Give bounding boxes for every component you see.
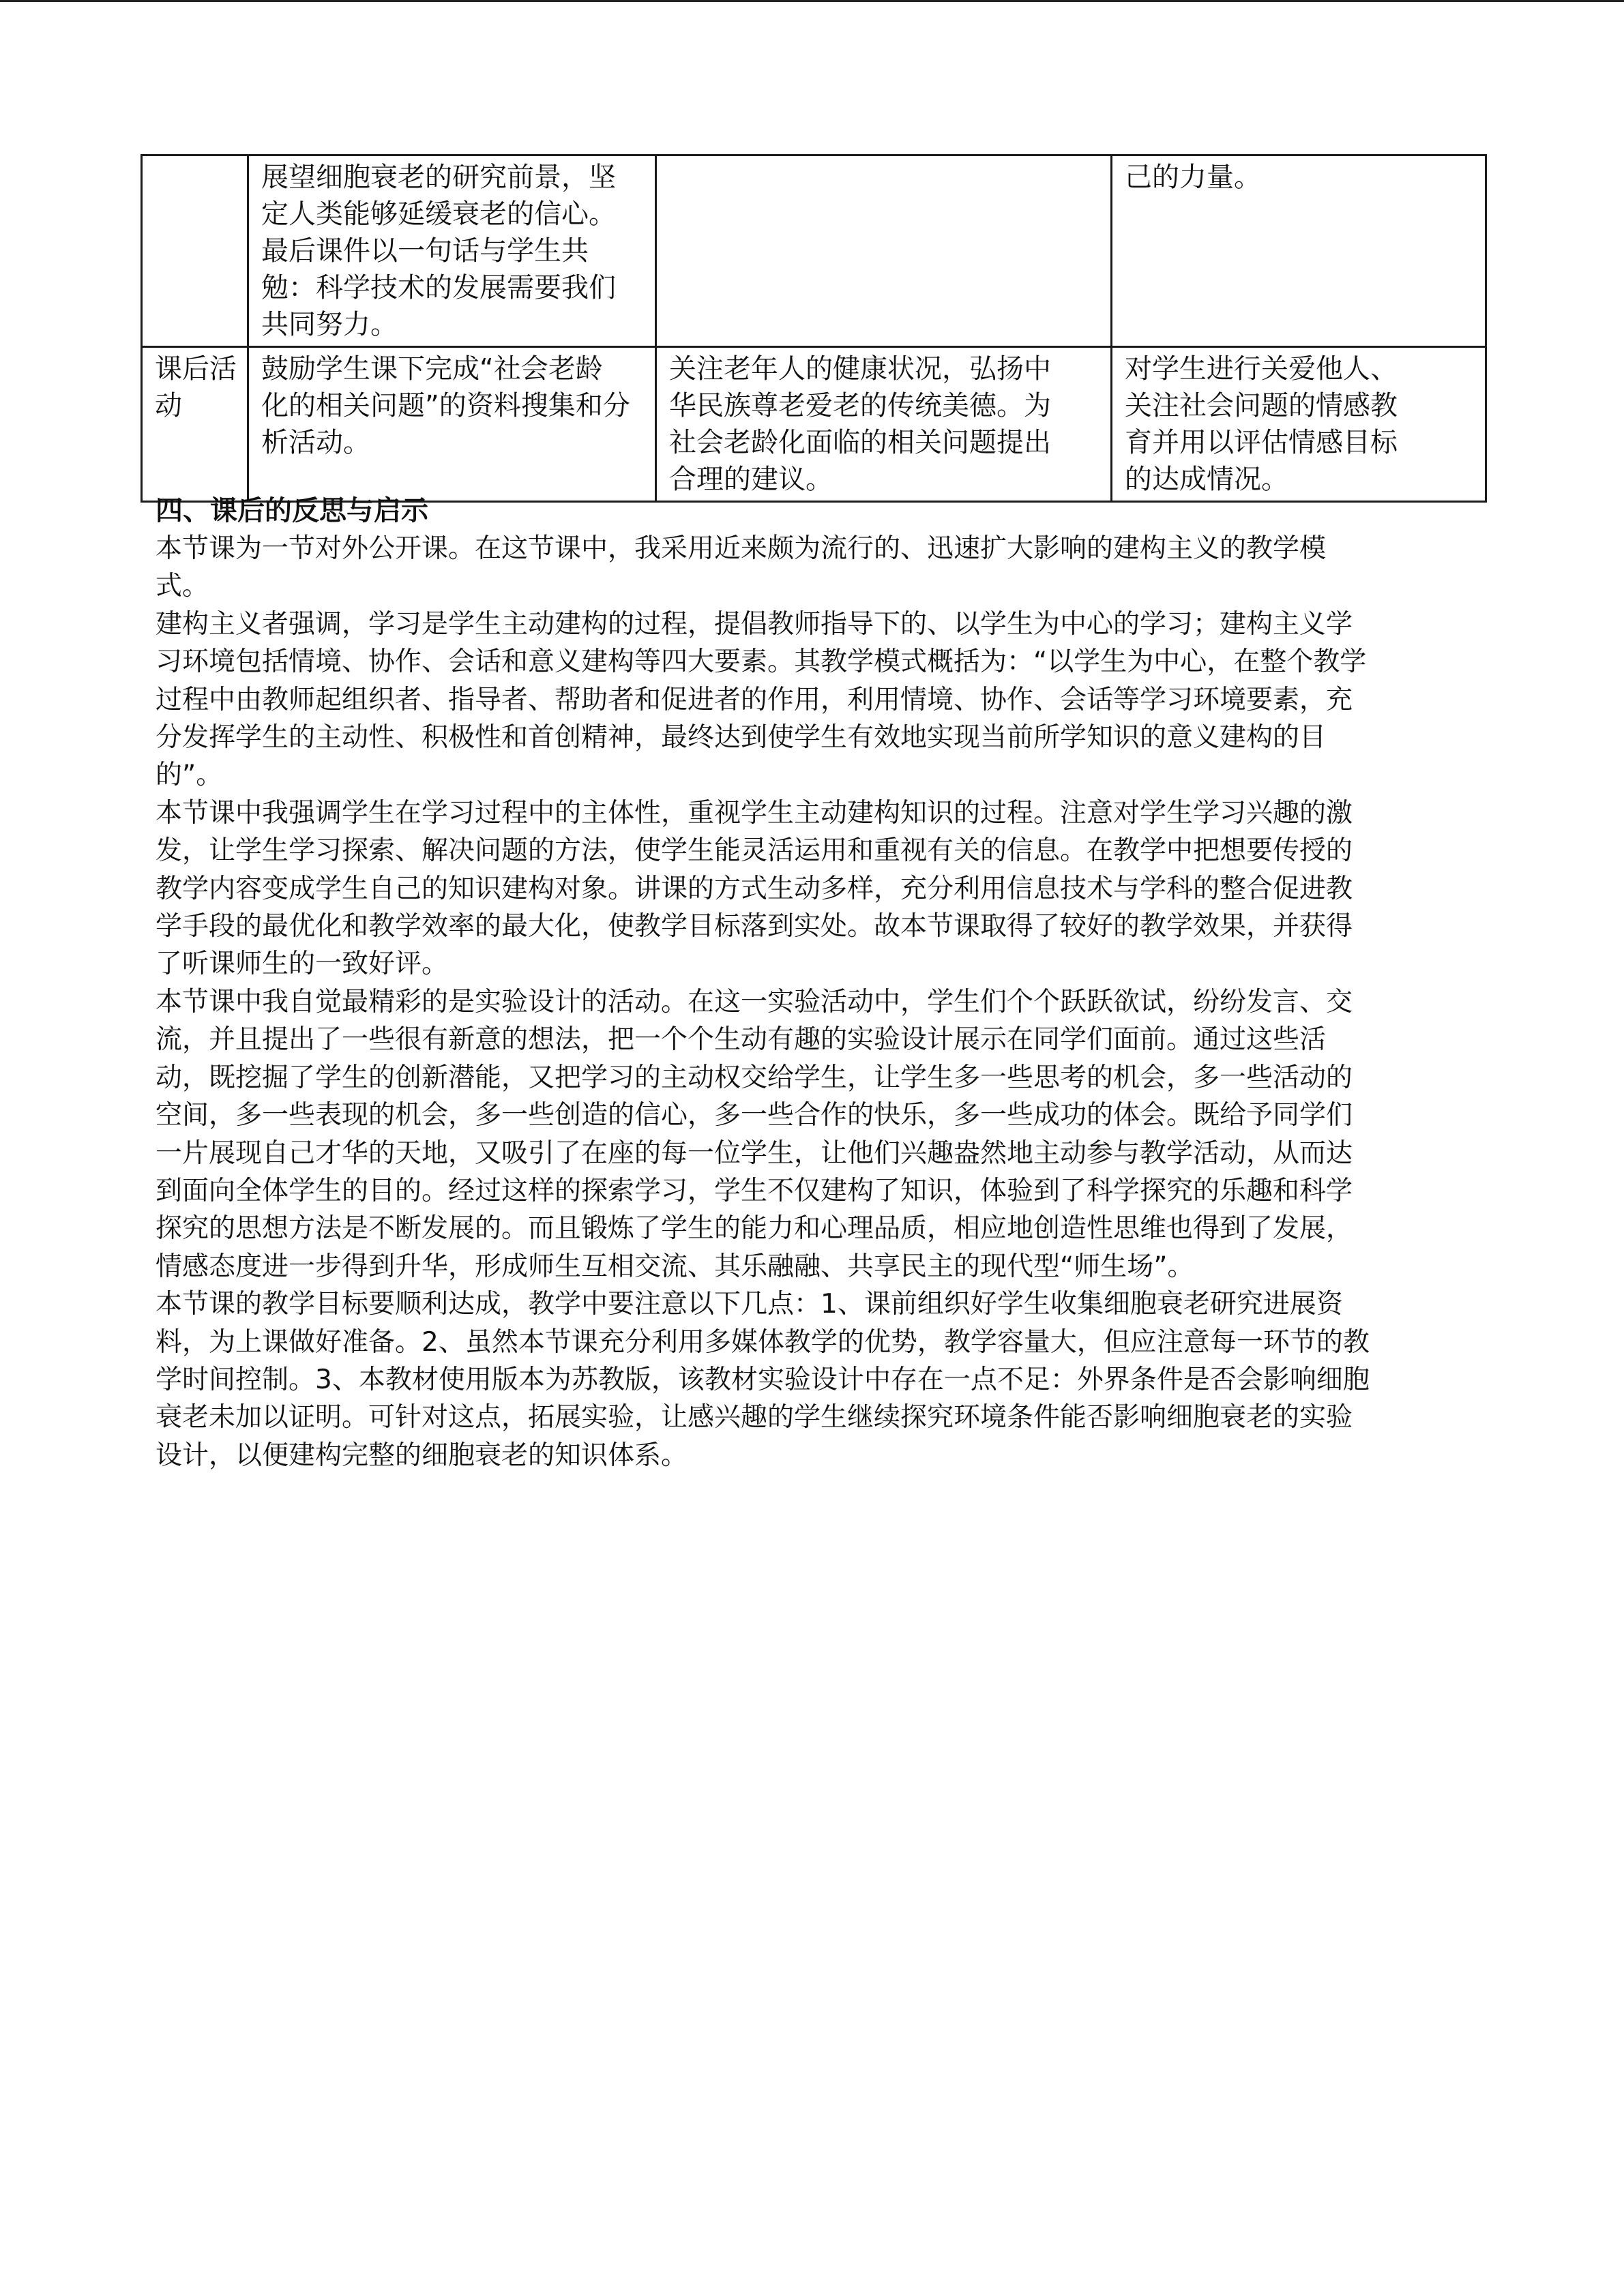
paragraph-line: 本节课中我强调学生在学习过程中的主体性，重视学生主动建构知识的过程。注意对学生学习兴趣的激 bbox=[156, 797, 1353, 829]
cell-text-line: 化的相关问题”的资料搜集和分 bbox=[261, 390, 630, 421]
cell-text-line: 对学生进行关爱他人、 bbox=[1125, 353, 1398, 385]
cell-text-line: 最后课件以一句话与学生共 bbox=[261, 235, 589, 267]
cell-text-line: 关注社会问题的情感教 bbox=[1125, 390, 1398, 421]
stage-cell bbox=[142, 347, 248, 502]
page-top-border bbox=[0, 0, 1624, 2]
teacher-activity-cell bbox=[248, 347, 656, 502]
cell-text-line: 课后活 bbox=[155, 353, 237, 385]
stage-cell bbox=[142, 155, 248, 347]
cell-text-line: 己的力量。 bbox=[1125, 162, 1261, 193]
paragraph-line: 习环境包括情境、协作、会话和意义建构等四大要素。其教学模式概括为：“以学生为中心，在整个教学 bbox=[156, 646, 1367, 678]
cell-text-line: 定人类能够延缓衰老的信心。 bbox=[261, 198, 616, 230]
section-heading: 四、课后的反思与启示 bbox=[156, 495, 428, 526]
reflection-section bbox=[156, 492, 1472, 1474]
paragraph-line: 了听课师生的一致好评。 bbox=[156, 949, 449, 980]
paragraph-line: 料，为上课做好准备。2、虽然本节课充分利用多媒体教学的优势，教学容量大，但应注意每一环节的教 bbox=[156, 1326, 1370, 1358]
paragraph-line: 学时间控制。3、本教材使用版本为苏教版，该教材实验设计中存在一点不足：外界条件是否会影响细胞 bbox=[156, 1364, 1370, 1395]
cell-text-line: 的达成情况。 bbox=[1125, 464, 1288, 495]
paragraph-line: 分发挥学生的主动性、积极性和首创精神，最终达到使学生有效地实现当前所学知识的意义建构的目 bbox=[156, 722, 1327, 754]
cell-text-line: 育并用以评估情感目标 bbox=[1125, 427, 1398, 458]
paragraph-line: 情感态度进一步得到升华，形成师生互相交流、其乐融融、共享民主的现代型“师生场”。 bbox=[156, 1251, 1194, 1282]
paragraph-line: 探究的思想方法是不断发展的。而且锻炼了学生的能力和心理品质，相应地创造性思维也得到了发展， bbox=[156, 1213, 1353, 1244]
student-activity-cell bbox=[656, 155, 1112, 347]
lesson-plan-table bbox=[141, 154, 1487, 503]
cell-text-line: 社会老龄化面临的相关问题提出 bbox=[669, 427, 1051, 458]
paragraph-line: 动，既挖掘了学生的创新潜能，又把学习的主动权交给学生，让学生多一些思考的机会，多一些活动的 bbox=[156, 1062, 1353, 1093]
cell-text-line: 析活动。 bbox=[261, 427, 370, 458]
reflection-body bbox=[156, 530, 1472, 1474]
paragraph-line: 学手段的最优化和教学效率的最大化，使教学目标落到实处。故本节课取得了较好的教学效果，并获得 bbox=[156, 911, 1353, 942]
paragraph-line: 一片展现自己才华的天地，又吸引了在座的每一位学生，让他们兴趣盎然地主动参与教学活动，从而达 bbox=[156, 1137, 1353, 1169]
paragraph-line: 过程中由教师起组织者、指导者、帮助者和促进者的作用，利用情境、协作、会话等学习环境要素，充 bbox=[156, 684, 1353, 715]
cell-text-line: 华民族尊老爱老的传统美德。为 bbox=[669, 390, 1051, 421]
paragraph-line: 本节课中我自觉最精彩的是实验设计的活动。在这一实验活动中，学生们个个跃跃欲试，纷纷发言、交 bbox=[156, 986, 1353, 1017]
paragraph-line: 设计，以便建构完整的细胞衰老的知识体系。 bbox=[156, 1440, 688, 1471]
design-intent-cell bbox=[1112, 347, 1486, 502]
paragraph-line: 本节课为一节对外公开课。在这节课中，我采用近来颇为流行的、迅速扩大影响的建构主义的教学模 bbox=[156, 533, 1327, 564]
teacher-activity-cell bbox=[248, 155, 656, 347]
cell-text-line: 鼓励学生课下完成“社会老龄 bbox=[261, 353, 603, 385]
paragraph-line: 到面向全体学生的目的。经过这样的探索学习，学生不仅建构了知识，体验到了科学探究的乐趣和科学 bbox=[156, 1175, 1353, 1206]
table-row bbox=[142, 347, 1486, 502]
design-intent-cell bbox=[1112, 155, 1486, 347]
paragraph-line: 空间，多一些表现的机会，多一些创造的信心，多一些合作的快乐，多一些成功的体会。既给予同学们 bbox=[156, 1100, 1353, 1131]
paragraph-line: 流，并且提出了一些很有新意的想法，把一个个生动有趣的实验设计展示在同学们面前。通过这些活 bbox=[156, 1024, 1327, 1056]
paragraph-line: 式。 bbox=[156, 571, 209, 602]
cell-text-line: 合理的建议。 bbox=[669, 464, 833, 495]
paragraph-line: 本节课的教学目标要顺利达成，教学中要注意以下几点：1、课前组织好学生收集细胞衰老研究进展资 bbox=[156, 1289, 1343, 1320]
paragraph-line: 建构主义者强调，学习是学生主动建构的过程，提倡教师指导下的、以学生为中心的学习；建构主义学 bbox=[156, 608, 1353, 640]
paragraph-line: 的”。 bbox=[156, 760, 223, 791]
paragraph-line: 发，让学生学习探索、解决问题的方法，使学生能灵活运用和重视有关的信息。在教学中把想要传授的 bbox=[156, 835, 1353, 867]
cell-text-line: 勉：科学技术的发展需要我们 bbox=[261, 272, 616, 303]
student-activity-cell bbox=[656, 347, 1112, 502]
table-row bbox=[142, 155, 1486, 347]
paragraph-line: 衰老未加以证明。可针对这点，拓展实验，让感兴趣的学生继续探究环境条件能否影响细胞衰老的实验 bbox=[156, 1402, 1353, 1433]
paragraph-line: 教学内容变成学生自己的知识建构对象。讲课的方式生动多样，充分利用信息技术与学科的整合促进教 bbox=[156, 873, 1353, 904]
cell-text-line: 关注老年人的健康状况，弘扬中 bbox=[669, 353, 1051, 385]
cell-text-line: 展望细胞衰老的研究前景，坚 bbox=[261, 162, 616, 193]
cell-text-line: 共同努力。 bbox=[261, 309, 398, 340]
cell-text-line: 动 bbox=[155, 390, 182, 421]
